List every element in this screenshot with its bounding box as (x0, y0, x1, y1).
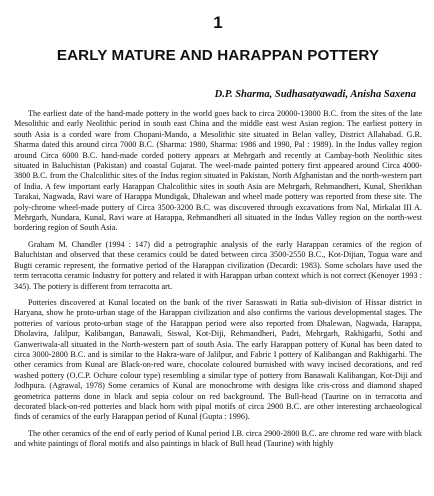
paragraph-3: Potteries discovered at Kunal located on the bank of the river Saraswati in Ratia sub-division of Hissar district in Haryana, show he proto-urban stage of the Harappan civilization and also confirms the various developmental stages. The potteries of various proto-urban stage of the Harappan period were also reported from Dhalewan, Nagwada, Harappa, Dholavira, Jalilpur, Kalibangan, Banawali, Siswal, Kot-Diji, Rehmandheri, Padri, Mehrgarh, Rakhigarhi, Sothi and Ganweriwala-all situated in the North-western part of south Asia. The early Harappan pottery of Kunal has been dated to circa 3000-2800 B.C. and is similar to the Hakra-ware of Jalilpur, and Fabric I pottery of Kalibangan and Rakhigarhi. The other ceramics from Kunal are Black-on-red ware, chocolate coloured burnished with wavy incised decorations, and red washed pottery (O.C.P. Ochure colour type) resembling a similar type of pottery from Banawali Kalibangan, Kot-Diji and Jodhpura. (Agrawal, 1978) Some ceramics of Kunal are monochrome with designs like cris-cross and diamond shaped geometrica patterns done in black and sepia colour on red background. The Bull-head (Taurine on in terracotta and decorated black-on-red potteries and black horn with pipal motifs of circa 2900 B.C. are other interesting archaeological finds of ceramics of the early Harappan period of Kunal (Gupta : 1996). (14, 297, 422, 422)
chapter-authors: D.P. Sharma, Sudhasatyawadi, Anisha Saxena (214, 89, 416, 100)
paragraph-1: The earliest date of the hand-made pottery in the world goes back to circa 20000-13000 B.C. from the sites of the late Mesolithic and early Neolithic period in south east China and the middle east west Asian region. The earliest pottery in south Asia is a corded ware from Chopani-Mando, a Mesolithic site situated in Belan valley, District Allahabad. G.R. Sharma dated this around circa 7000 B.C. (Sharma: 1980, Sharma: 1986 and 1990, Pal : 1989). In the Indus valley region around Circa 6000 B.C. hand-made corded pottery appears at Mehrgarh and recently at Cambay-both Neolithic sites situated in Baluchistan (Pakistan) and coastal Gujarat. The weel-made painted pottery first appeared around Circa 4000-3800 B.C. from the Chalcolithic sites of the Indus region situated in Pakistan, North Afghanistan and the north-western part of India. A few important early Harappan Chalcolithic sites in south Asia are Mehrgarh, Rehmandheri, Kunal, Sherikhan Tarakai, Nagwada, Ravi ware of Harappa Mundigak, Dhalewan and wheel made pottery was reported from these site. The poly-chrome wheel-made pottery of Circa 3500-3200 B.C. was discovered through excavations from Nal, Mirkalat III A. Mehrgarh, Nundara, Kunal, Ravi ware at Harappa, Rehmandheri all situated in the Indus Valley region on the north-west bordering region of South Asia. (14, 109, 422, 233)
chapter-title: EARLY MATURE AND HARAPPAN POTTERY (56, 47, 380, 64)
paragraph-4: The other ceramics of the end of early period of Kunal period I.B. circa 2900-2800 B.C. are chrome red ware with black and white paintings of floral motifs and also paintings in black of Bull head (Taurine) with highly (14, 428, 422, 449)
chapter-body (14, 109, 422, 450)
paragraph-2: Graham M. Chandler (1994 : 147) did a petrographic analysis of the early Harappan ceramics of the region of Baluchistan and observed that these ceramics could be dated between circa 3500-2550 B.C., Kot-Dijian, Togua ware and Bugti ceramic represent, the formative period of the Harappan civilization (Decardi: 1983). Some scholars have used the term terracotta ceramic Industry for pottery and related it with Harappan urban context which is not correct (Kenoyer 1993 : 345). The pottery is different from terracotta art. (14, 239, 422, 291)
chapter-number: 1 (213, 13, 223, 32)
